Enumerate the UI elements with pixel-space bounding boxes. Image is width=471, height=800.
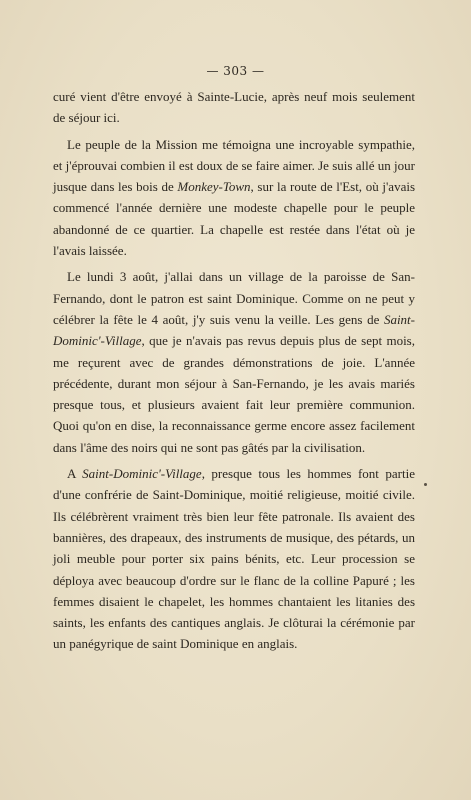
paragraph — [53, 463, 415, 655]
text-run: A — [67, 466, 83, 482]
paragraph — [53, 86, 415, 129]
paragraph — [53, 134, 415, 262]
text-run: curé vient d'être envoyé à Sainte-Lucie, après neuf mois seulement de séjour ici. — [53, 89, 415, 126]
italic-text: Saint-Dominic'-Village — [82, 466, 202, 482]
paper-speck — [424, 483, 427, 486]
text-run: Le peuple de la Mission me témoigna une incroyable sympathie, et j'éprouvai combien il est doux de se faire aimer. Je suis allé un jour jusque dans les bois de — [53, 136, 415, 195]
text-run: , presque tous les hommes font partie d'une confrérie de Saint-Dominique, moitié religieuse, moitié civile. Ils célébrèrent vraiment très bien leur fête patronale. Ils avaient des bannières, des drapeaux, des instruments de musique, des pétards, un joli meuble pour porter six pains bénits, etc. Leur procession se déploya avec beaucoup d'ordre sur le flanc de la colline Papuré ; les femmes disaient le chapelet, les hommes chantaient les litanies des saints, les enfants des cantiques anglais. Je clôturai la cérémonie par un panégyrique de saint Dominique en anglais. — [53, 466, 415, 652]
text-run: , sur la route de l'Est, où j'avais commencé l'année dernière une modeste chapelle pour le peuple abandonné de ce quartier. La chapelle est restée dans l'état où je l'avais laissée. — [53, 179, 416, 259]
italic-text: Monkey-Town — [177, 179, 251, 195]
text-run: , que je n'avais pas revus depuis plus de sept mois, me reçurent avec de grandes démonstrations de joie. L'année précédente, durant mon séjour à San-Fernando, je les avais mariés presque tous, et plusieurs avaient fait leur première communion. Quoi qu'on en dise, la reconnaissance germe encore assez facilement dans l'âme des noirs qui ne sont pas gâtés par la civilisation. — [53, 333, 415, 455]
italic-text: Saint-Dominic'-Village — [53, 311, 415, 349]
paragraph — [53, 266, 415, 458]
body-text — [53, 86, 415, 655]
text-run: Le lundi 3 août, j'allai dans un village de la paroisse de San-Fernando, dont le patron est saint Dominique. Comme on ne peut y célébrer la fête le 4 août, j'y suis venu la veille. Les gens de — [53, 269, 415, 327]
page-number: — 303 — — [206, 64, 265, 78]
